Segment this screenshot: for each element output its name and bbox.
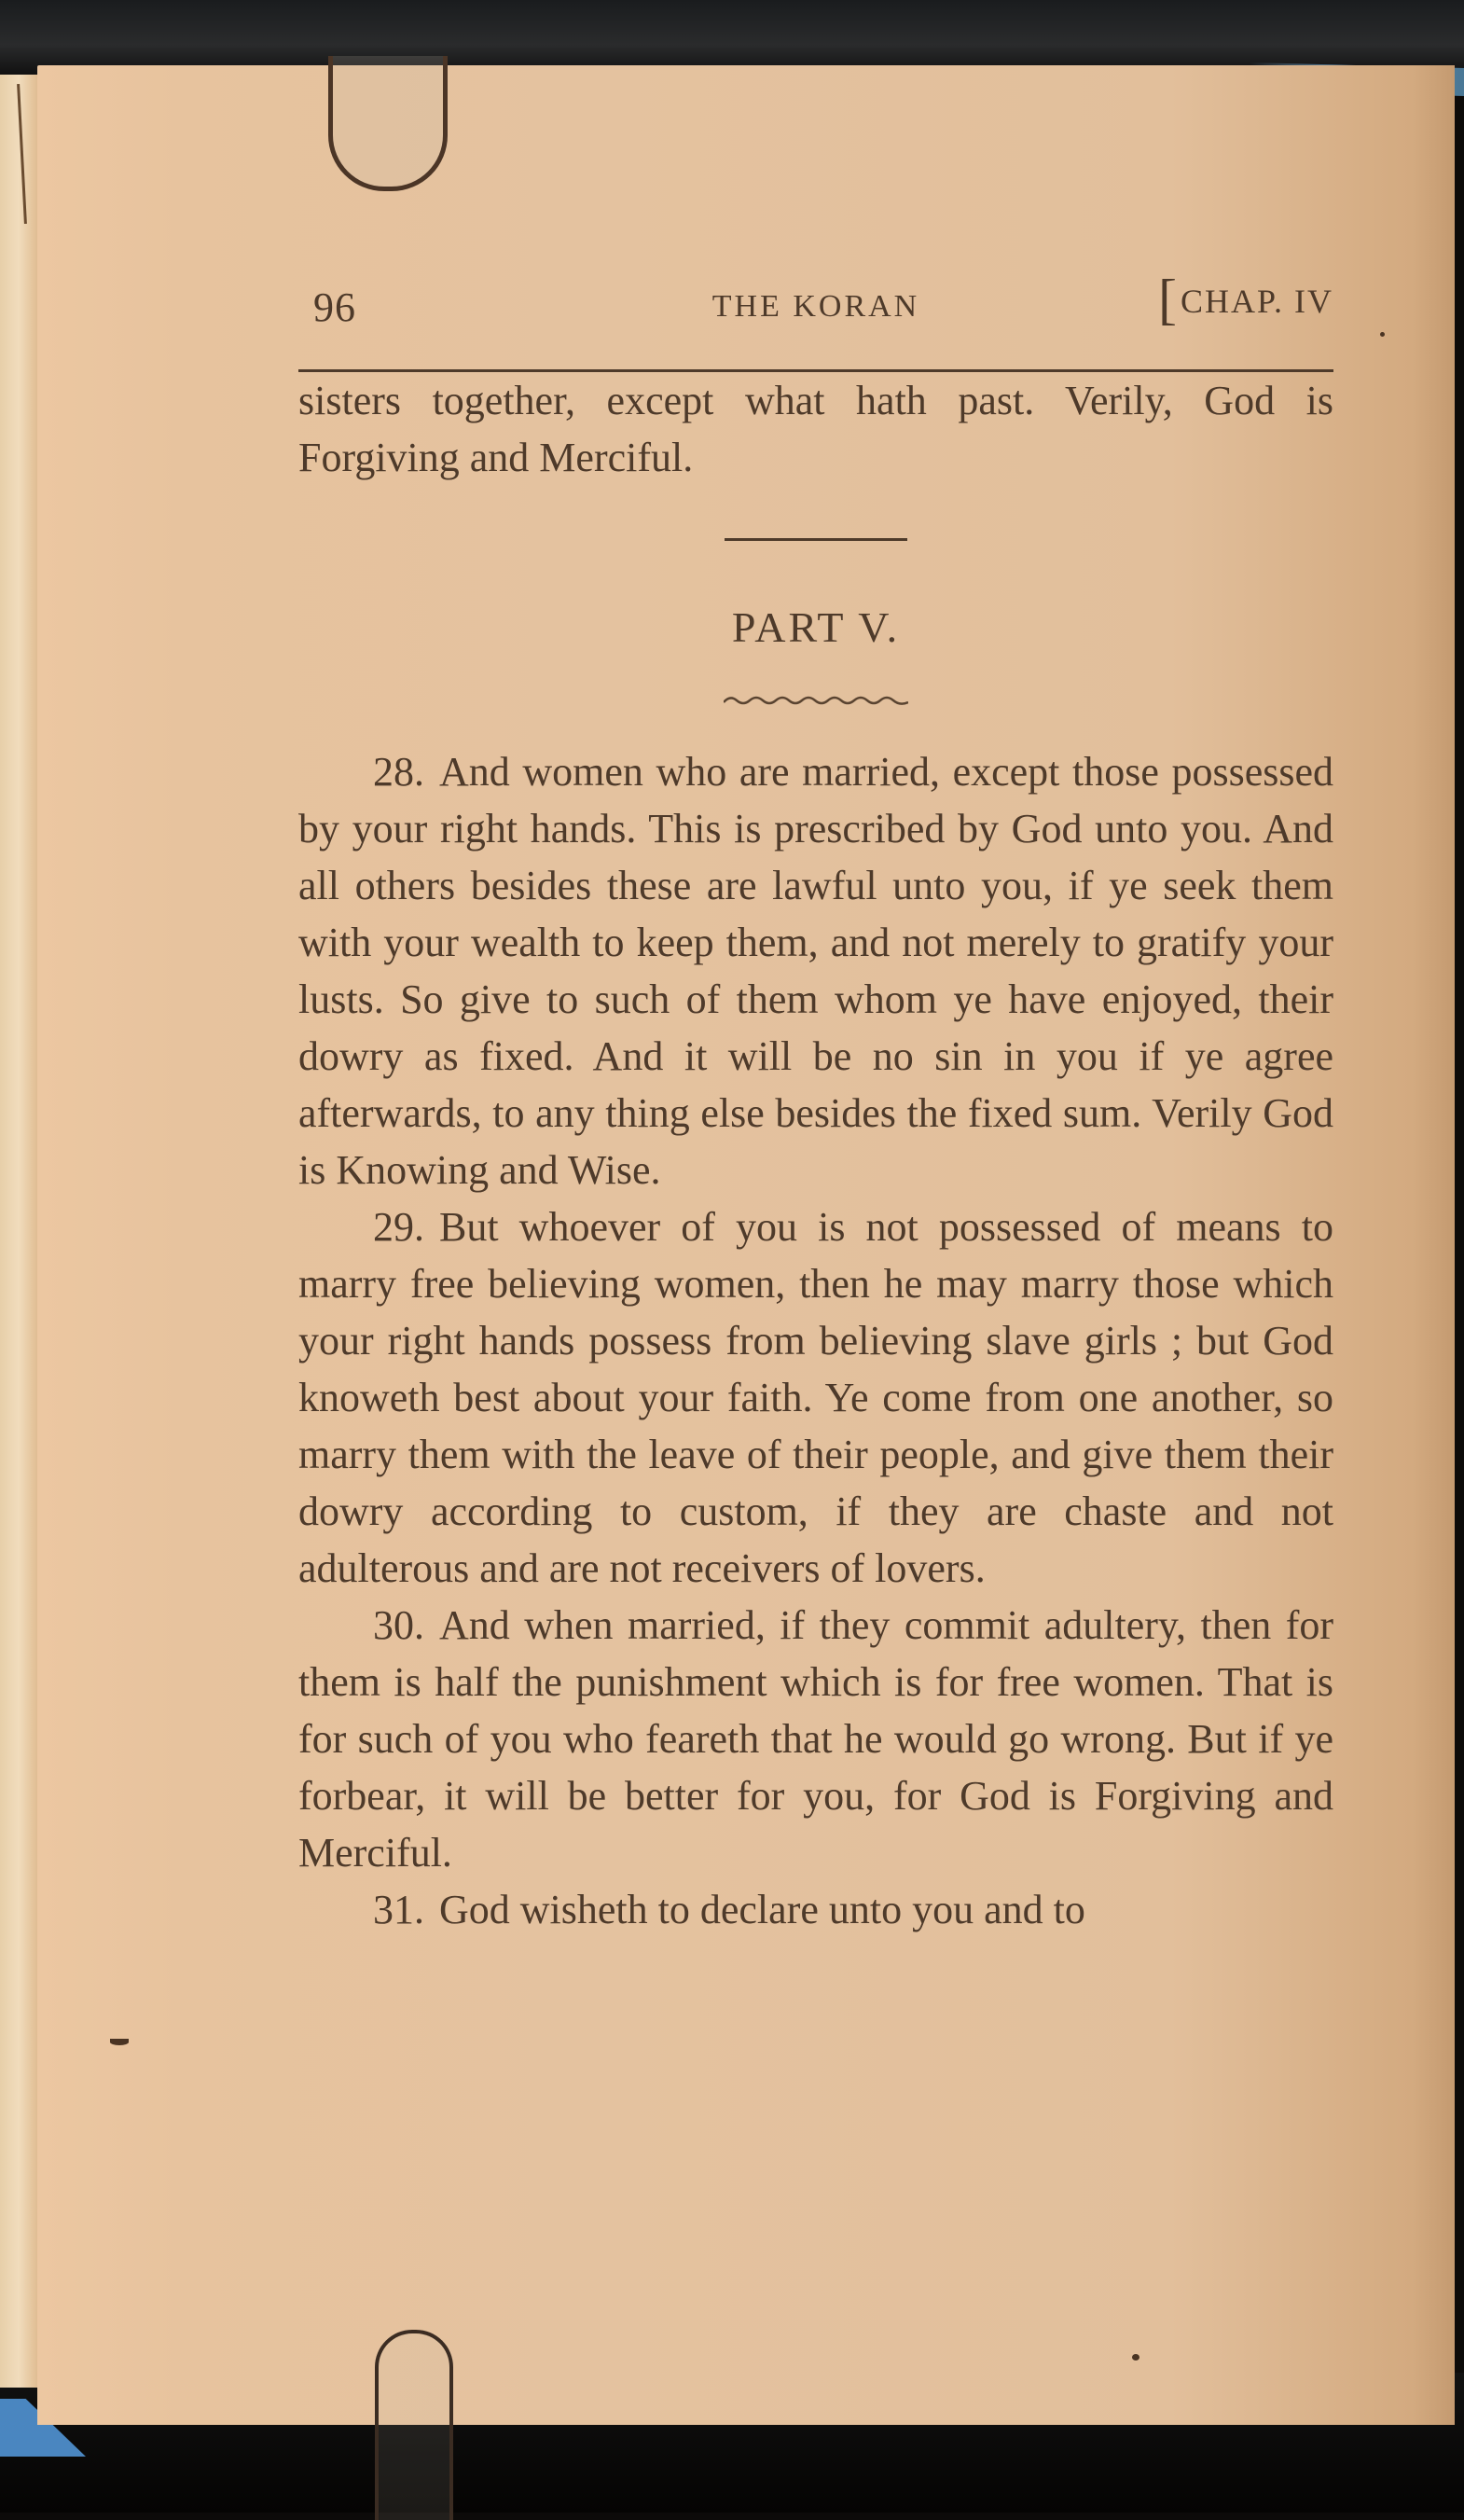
verse-text: And when married, if they commit adultery, then for them is half the punishment which is for free women. That is for such of you who feareth that he would go wrong. But if ye forbear, it will be better for you, for God is Forgiving and Merciful. [298,1602,1333,1876]
verse-text: God wisheth to declare unto you and to [439,1887,1085,1932]
wavy-ornament-icon [724,693,908,706]
verse [298,1198,1333,1597]
verse-text: But whoever of you is not possessed of means to marry free believing women, then he may marry those which your right hands possess from believing slave girls ; but God knoweth best about your faith. Ye come from one another, so marry them with the leave of their people, and give them their dowry according to custom, if they are chaste and not adulterous and are not receivers of lovers. [298,1204,1333,1591]
chapter-reference [1157,269,1333,330]
paper-speck [1380,332,1385,337]
verse-number: 28. [373,749,424,795]
verse [298,1597,1333,1881]
paper-clip-bottom-icon [375,2330,453,2520]
page-number: 96 [313,284,356,330]
section-rule [725,538,907,541]
verse [298,743,1333,1198]
verse [298,1881,1333,1938]
paper-speck [1132,2354,1139,2361]
chapter-label: CHAP. IV [1180,283,1333,320]
paper-tear-mark [110,2039,129,2045]
running-title: THE KORAN [711,289,920,324]
verse-number: 29. [373,1204,424,1250]
paper-clip-top-icon [328,56,448,191]
dark-backdrop-top [0,0,1464,75]
verse-list [298,743,1333,1938]
verse-number: 31. [373,1887,424,1932]
verse-text: And women who are married, except those possessed by your right hands. This is prescribed by God unto you. And all others besides these are lawful unto you, if ye seek them with your wealth to keep them, and not merely to gratify your lusts. So give to such of them whom ye have enjoyed, their dowry as fixed. And it will be no sin in you if ye agree afterwards, to any thing else besides the fixed sum. Verily God is Knowing and Wise. [298,749,1333,1193]
part-heading: PART V. [731,603,901,651]
verse-number: 30. [373,1602,424,1648]
continuation-paragraph: sisters together, except what hath past. Verily, God is Forgiving and Merciful. [298,378,1333,480]
page-stack-edge [0,75,37,2388]
chapter-bracket: [ [1157,269,1179,330]
body-text [298,372,1333,1938]
running-head [298,270,1333,336]
text-block [298,270,1333,1938]
